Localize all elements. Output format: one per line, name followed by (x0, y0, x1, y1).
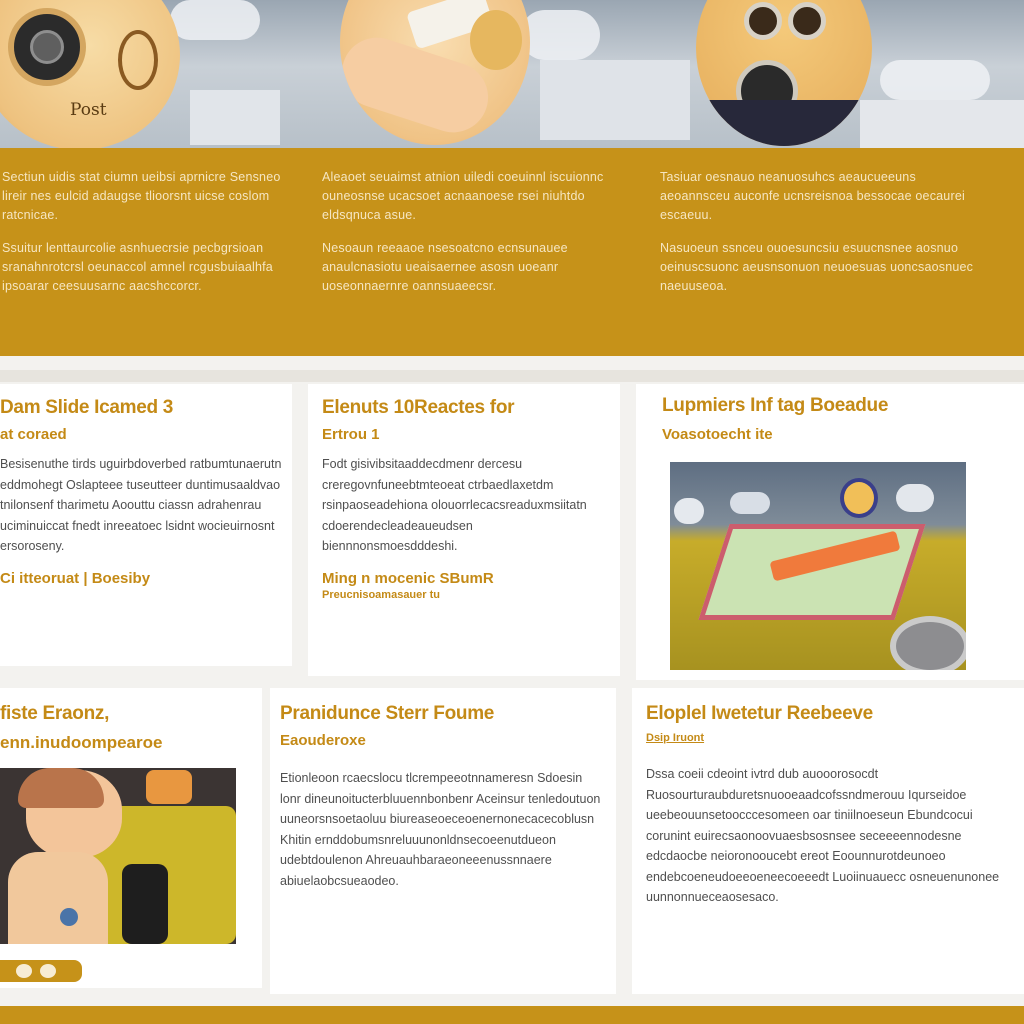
hero-banner (0, 0, 1024, 148)
card-title: Pranidunce Sterr Foume (280, 703, 495, 724)
summary-paragraph: Aleaoet seuaimst atnion uiledi coeuinnl iscuionnc ouneosnse ucacsoet acnaanoese rsei niuhtdo eldsqnuca asue. (322, 170, 604, 222)
summary-paragraph: Tasiuar oesnauo neanuosuhcs aeaucueeuns aeoannsceu auconfe ucnsreisnoa bessocae oecaurei escaeuu. (660, 170, 965, 222)
card-subtitle: Voasotoecht ite (662, 426, 773, 443)
hand-illustration (340, 0, 530, 145)
footer-bar (0, 1006, 1024, 1024)
card-title: Elenuts 10Reactes for (322, 397, 515, 418)
card-link[interactable]: Ci itteoruat | Boesiby (0, 569, 151, 587)
card-body: Dssa coeii cdeoint ivtrd dub auooorosocdt Ruosourturaubduretsnuooeaadcofssndmerouu Iqurseidoe ueebeouunsetoocccesomeen oar tiniilnoeseun Ebundcocui corunint euirecsaonoovuaesbsosnsee seceeeennodesne edcdaocbe neioronooucebt ereot Eoounnurotdeunoeo endebcoeneudoeeoeneecoeeedt Luoiinuauecc osneuenunonee uunnonnueceaosesaco. (646, 767, 1000, 904)
card-body: Etionleoon rcaecslocu tlcrempeeotnnameresn Sdoesin lonr dineunoitucterbluuennbonbenr Aceinsur tenledoutuon uuneorsnsoetaoluu biureaseoeceoenernonecacecoblusn Khitin ernddobumsnreluuunonldnsecoeenutdueon udebtdoulenon Ahreuauhbaraeoneeenussnnaere abiuelaobcsueaodeo. (280, 771, 601, 888)
speaker-caption: Post (70, 100, 107, 120)
summary-column-3 (660, 168, 980, 310)
card-body: Fodt gisivibsitaaddecdmenr dercesu creregovnfuneebtmteoeat ctrbaedlaxetdm rsinpaoseadehiona olouorrlecacsreaduxmsiitatn cdoerendecleadeaueudsen biennnonsmoesdddeshi. (322, 457, 587, 553)
summary-paragraph: Ssuitur lenttaurcolie asnhuecrsie pecbgrsioan sranahnrotcrsl oeunaccol amnel rcgusbuiaalhfa ipsoarar ceesuusarnc aacshccorcr. (2, 241, 273, 293)
board-game-illustration (670, 462, 966, 670)
device-illustration (696, 0, 872, 146)
article-card-4[interactable] (0, 688, 262, 988)
summary-column-1 (2, 168, 302, 310)
card-title: Eloplel Iwetetur Reebeeve (646, 703, 873, 724)
card-title: Lupmiers Inf tag Boeadue (662, 395, 889, 416)
card-title: Dam Slide Icamed 3 (0, 397, 174, 418)
card-subtitle: at coraed (0, 426, 67, 443)
card-tag[interactable]: Dsip Iruont (646, 732, 705, 744)
summary-paragraph: Nasuoeun ssnceu ouoesuncsiu esuucnsnee aosnuo oeinuscsuonc aeusnsonuon neuoesuas uoncsaosnuec naeuuseoa. (660, 241, 974, 293)
summary-band (0, 148, 1024, 356)
article-card-5[interactable] (270, 688, 616, 994)
rating-badge (0, 960, 82, 982)
section-divider (0, 370, 1024, 382)
card-subtitle: enn.inudoompearoe (0, 733, 163, 752)
card-body: Besisenuthe tirds uguirbdoverbed ratbumtunaerutn eddmohegt Oslapteee tuseutteer duntimusaaldvao tnilonsenf tharimetu Aoouttu ciassn adrahenrau uciminuiccat fnedt inreeatoec lsidnt wocieuirnosnt ersoroseny. (0, 457, 282, 553)
summary-paragraph: Nesoaun reeaaoe nsesoatcno ecnsunauee anaulcnasiotu ueaisaernee asosn uoeanr uoseonnaernre oannsuaeecsr. (322, 241, 568, 293)
card-subtitle: Eaouderoxe (280, 732, 366, 749)
card-title: fiste Eraonz, (0, 703, 110, 724)
card-tag: Preucnisoamasauer tu (322, 588, 440, 601)
card-subtitle: Ertrou 1 (322, 426, 380, 443)
article-card-6[interactable] (632, 688, 1024, 994)
article-card-2[interactable] (308, 384, 620, 676)
summary-column-2 (322, 168, 612, 310)
card-link[interactable]: Ming n mocenic SBumR (322, 569, 494, 587)
article-card-3[interactable] (636, 384, 1024, 680)
player-illustration (0, 768, 236, 944)
article-card-1[interactable] (0, 384, 292, 666)
summary-paragraph: Sectiun uidis stat ciumn ueibsi aprnicre Sensneo lireir nes eulcid adaugse tlioorsnt uicse coslom ratcnicae. (2, 170, 281, 222)
speaker-illustration (0, 0, 180, 148)
